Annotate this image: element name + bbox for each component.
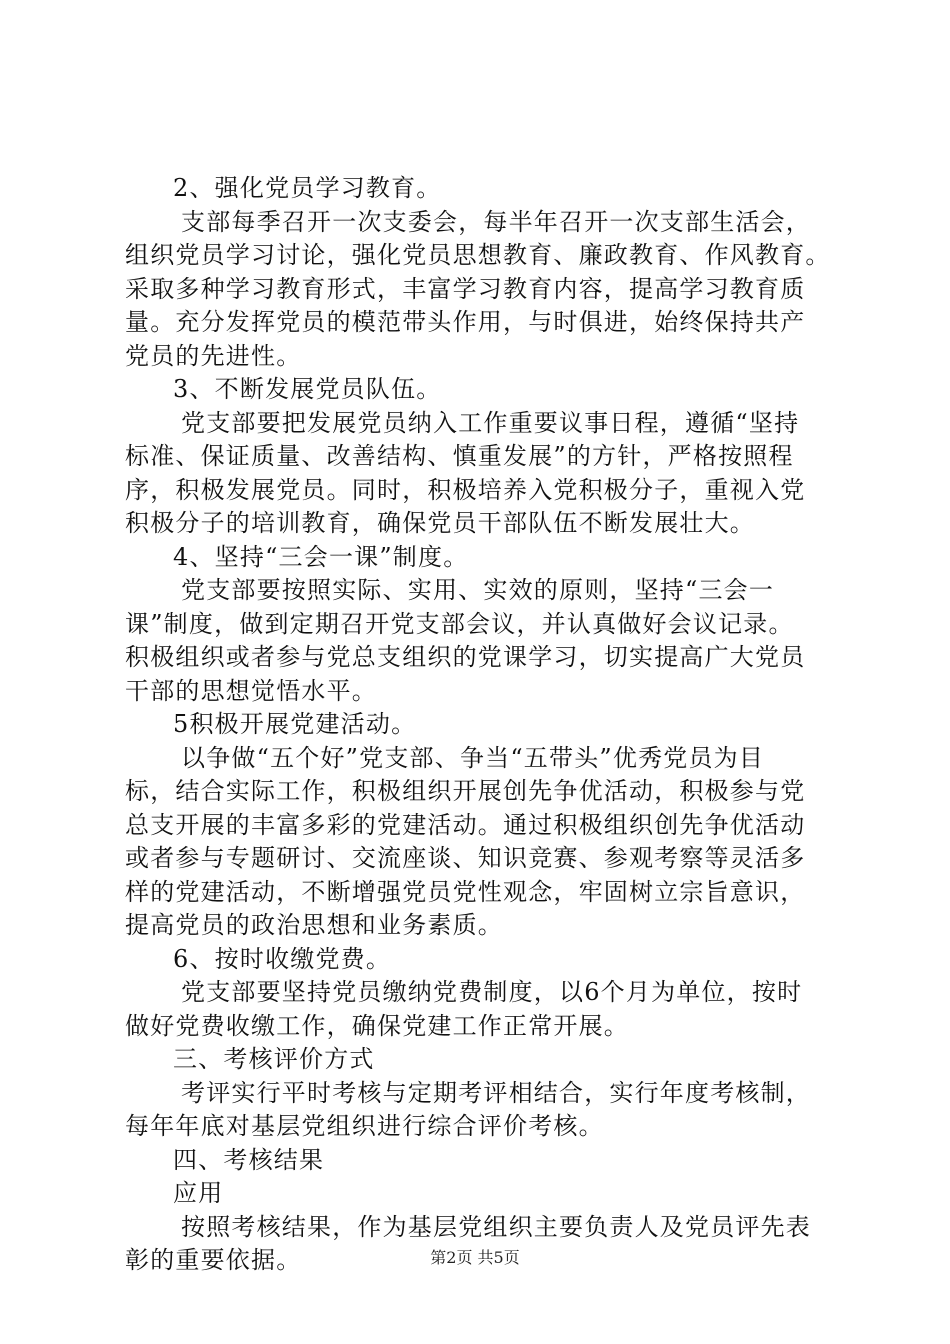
- text-line: 5积极开展党建活动。: [173, 710, 417, 738]
- text-line: 课”制度，做到定期召开党支部会议，并认真做好会议记录。: [125, 609, 794, 638]
- text-line: 以争做“五个好”党支部、争当“五带头”优秀党员为目: [181, 743, 765, 772]
- text-line: 标准、保证质量、改善结构、慎重发展”的方针，严格按照程: [125, 442, 794, 470]
- text-line: 党员的先进性。: [125, 341, 302, 370]
- text-line: 或者参与专题研讨、交流座谈、知识竞赛、参观考察等灵活多: [125, 844, 806, 872]
- text-line: 6、按时收缴党费。: [173, 944, 392, 973]
- text-line: 积极分子的培训教育，确保党员干部队伍不断发展壮大。: [125, 509, 755, 537]
- text-line: 四、考核结果: [173, 1145, 325, 1174]
- text-line: 3、不断发展党员队伍。: [173, 375, 442, 403]
- document-body: [125, 172, 831, 1278]
- text-line: 党支部要按照实际、实用、实效的原则，坚持“三会一: [181, 576, 775, 604]
- text-line: 干部的思想觉悟水平。: [125, 676, 377, 705]
- text-line: 按照考核结果，作为基层党组织主要负责人及党员评先表: [181, 1212, 811, 1241]
- text-line: 做好党费收缴工作，确保党建工作正常开展。: [125, 1011, 629, 1040]
- text-line: 组织党员学习讨论，强化党员思想教育、廉政教育、作风教育。: [125, 241, 831, 269]
- text-line: 序，积极发展党员。同时，积极培养入党积极分子，重视入党: [125, 475, 806, 504]
- text-line: 提高党员的政治思想和业务素质。: [125, 911, 503, 939]
- text-line: 4、坚持“三会一课”制度。: [173, 542, 469, 571]
- text-line: 积极组织或者参与党总支组织的党课学习，切实提高广大党员: [125, 643, 806, 671]
- page-footer: 第2页 共5页: [430, 1248, 520, 1267]
- text-line: 考评实行平时考核与定期考评相结合，实行年度考核制，: [181, 1078, 811, 1107]
- text-line: 标，结合实际工作，积极组织开展创先争优活动，积极参与党: [125, 777, 806, 805]
- text-line: 应用: [173, 1179, 224, 1207]
- text-line: 三、考核评价方式: [173, 1045, 375, 1073]
- text-line: 2、强化党员学习教育。: [173, 174, 442, 202]
- text-line: 样的党建活动，不断增强党员党性观念，牢固树立宗旨意识，: [125, 877, 806, 906]
- text-line: 党支部要把发展党员纳入工作重要议事日程，遵循“坚持: [181, 408, 800, 437]
- text-line: 每年年底对基层党组织进行综合评价考核。: [125, 1112, 604, 1140]
- text-line: 采取多种学习教育形式，丰富学习教育内容，提高学习教育质: [125, 274, 806, 303]
- text-line: 支部每季召开一次支委会，每半年召开一次支部生活会，: [181, 207, 811, 236]
- text-line: 党支部要坚持党员缴纳党费制度，以6个月为单位，按时: [181, 978, 803, 1006]
- text-line: 量。充分发挥党员的模范带头作用，与时俱进，始终保持共产: [125, 308, 806, 336]
- text-line: 总支开展的丰富多彩的党建活动。通过积极组织创先争优活动: [125, 810, 806, 839]
- text-line: 彰的重要依据。: [125, 1246, 302, 1274]
